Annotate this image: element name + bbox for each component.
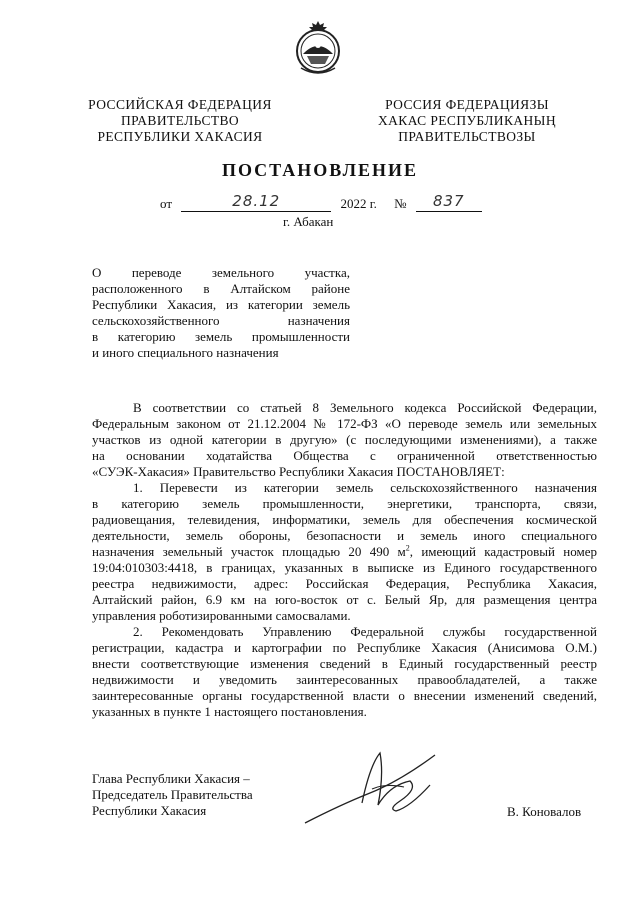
body-line: 1. Перевести из категории земель сельскохозяйственного назначения	[133, 480, 597, 495]
signatory-line: Председатель Правительства	[92, 787, 253, 802]
paragraph-preamble	[92, 400, 597, 480]
body-line: внести соответствующие изменения сведений в Единый государственный реестр	[92, 656, 597, 671]
body-line: недвижимости и уведомить заинтересованных правообладателей, а также	[92, 672, 597, 687]
header-right-line: ПРАВИТЕЛЬСТВОЗЫ	[398, 129, 536, 144]
city-label: г. Абакан	[283, 214, 334, 229]
body-line: реестра недвижимости, адрес: Российская Федерация, Республика Хакасия,	[92, 576, 597, 591]
header-left-block	[85, 97, 275, 145]
year-label: 2022 г.	[340, 196, 377, 211]
subject-line: расположенного в Алтайском районе	[92, 281, 350, 296]
body-line: регистрации, кадастра и картографии по Республике Хакасия (Анисимова О.М.)	[92, 640, 597, 655]
subject-line: в категорию земель промышленности	[92, 329, 350, 344]
cadastral-text: , имеющий кадастровый номер	[409, 544, 597, 559]
header-right-line: ХАКАС РЕСПУБЛИКАНЫҢ	[378, 113, 556, 128]
body-line: на основании ходатайства Общества с ограниченной ответственностью	[92, 448, 597, 463]
subject-line: и иного специального назначения	[92, 345, 279, 360]
header-left-line: РЕСПУБЛИКИ ХАКАСИЯ	[97, 129, 263, 144]
from-label: от	[160, 196, 173, 211]
body-line-area	[92, 544, 597, 560]
area-text: назначения земельный участок площадью 20 490 м	[92, 544, 406, 559]
handwritten-signature	[300, 745, 450, 825]
document-title: ПОСТАНОВЛЕНИЕ	[221, 160, 419, 180]
header-right-block	[362, 97, 572, 145]
number-field	[416, 192, 482, 212]
subject-line: Республики Хакасия, из категории земель	[92, 297, 350, 312]
body-line: Федеральным законом от 21.12.2004 № 172-ФЗ «О переводе земель или земельных	[92, 416, 597, 431]
signatory-line: Республики Хакасия	[92, 803, 207, 818]
body-line: в категорию земель промышленности, энергетики, транспорта, связи,	[92, 496, 597, 511]
body-line: деятельности, земель обороны, безопасности и земель иного специального	[92, 528, 597, 543]
body-line: В соответствии со статьей 8 Земельного кодекса Российской Федерации,	[133, 400, 597, 415]
body-line: «СУЭК-Хакасия» Правительство Республики Хакасия ПОСТАНОВЛЯЕТ:	[92, 464, 505, 479]
handwritten-number: 837	[432, 192, 465, 210]
subject-line: О переводе земельного участка,	[92, 265, 350, 280]
body-line: 2. Рекомендовать Управлению Федеральной службы государственной	[133, 624, 597, 639]
body-line: заинтересованные органы государственной власти о внесении изменений сведений,	[92, 688, 597, 703]
document-body	[92, 400, 597, 720]
body-line: участков из одной категории в другую» (с последующими изменениями), а также	[92, 432, 597, 447]
signatory-line: Глава Республики Хакасия –	[92, 771, 250, 786]
handwritten-date: 28.12	[232, 192, 281, 210]
area-superscript: 2	[405, 543, 410, 553]
number-label: №	[394, 196, 407, 211]
signatory-position	[92, 771, 253, 819]
coat-of-arms-emblem	[293, 18, 343, 76]
header-right-line: РОССИЯ ФЕДЕРАЦИЯЗЫ	[385, 97, 549, 112]
body-line: указанных в пункте 1 настоящего постановления.	[92, 704, 367, 719]
body-line: 19:04:010303:4418, в границах, указанных в выписке из Единого государственного	[92, 560, 597, 575]
date-number-line	[160, 192, 482, 212]
date-field	[181, 192, 331, 212]
subject-line: сельскохозяйственного назначения	[92, 313, 350, 328]
header-left-line: РОССИЙСКАЯ ФЕДЕРАЦИЯ	[88, 97, 272, 112]
body-line: Алтайский район, 6.9 км на юго-восток от с. Белый Яр, для размещения центра	[92, 592, 597, 607]
signatory-name: В. Коновалов	[507, 804, 582, 819]
header-left-line: ПРАВИТЕЛЬСТВО	[120, 113, 240, 128]
subject-block	[92, 265, 350, 361]
body-line: радиовещания, телевидения, информатики, земель для обеспечения космической	[92, 512, 597, 527]
paragraph-item-2	[92, 624, 597, 720]
body-line: управления роботизированными самосвалами.	[92, 608, 351, 623]
paragraph-item-1	[92, 480, 597, 624]
